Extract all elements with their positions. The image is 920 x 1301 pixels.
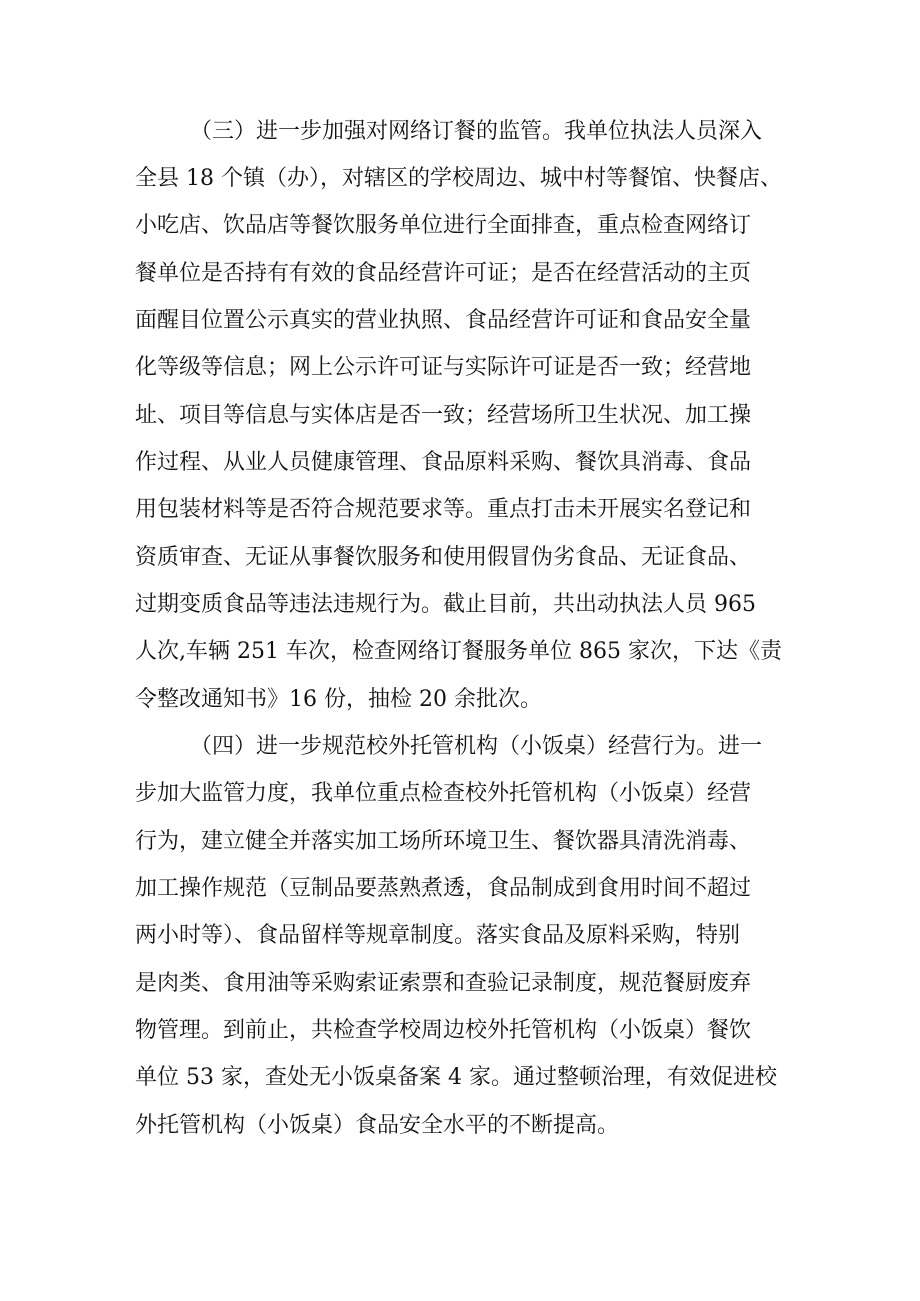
paragraph-line: 步加大监管力度，我单位重点检查校外托管机构（小饭桌）经营 xyxy=(135,781,752,806)
paragraph-line: 餐单位是否持有有效的食品经营许可证；是否在经营活动的主页 xyxy=(135,261,752,286)
paragraph-line: 小吃店、饮品店等餐饮服务单位进行全面排查，重点检查网络订 xyxy=(135,213,752,238)
paragraph-line: 过期变质食品等违法违规行为。截止目前，共出动执法人员 965 xyxy=(135,592,756,617)
paragraph-line: 是肉类、食用油等采购索证索票和查验记录制度，规范餐厨废弃 xyxy=(135,971,752,996)
paragraph-line: 全县 18 个镇（办），对辖区的学校周边、城中村等餐馆、快餐店、 xyxy=(135,166,782,191)
paragraph-line: 资质审查、无证从事餐饮服务和使用假冒伪劣食品、无证食品、 xyxy=(135,545,752,570)
paragraph-line: 址、项目等信息与实体店是否一致；经营场所卫生状况、加工操 xyxy=(135,403,752,428)
paragraph-line: 作过程、从业人员健康管理、食品原料采购、餐饮具消毒、食品 xyxy=(135,450,752,475)
paragraph-line: 单位 53 家，查处无小饭桌备案 4 家。通过整顿治理，有效促进校 xyxy=(135,1065,777,1090)
paragraph-line: 行为，建立健全并落实加工场所环境卫生、餐饮器具清洗消毒、 xyxy=(135,829,752,854)
paragraph-line: 两小时等）、食品留样等规章制度。落实食品及原料采购，特别 xyxy=(135,923,741,948)
paragraph-line: 用包装材料等是否符合规范要求等。重点打击未开展实名登记和 xyxy=(135,497,752,522)
paragraph-line: 令整改通知书》16 份，抽检 20 余批次。 xyxy=(135,687,542,712)
paragraph-line: 人次,车辆 251 车次，检查网络订餐服务单位 865 家次，下达《责 xyxy=(135,639,782,664)
paragraph-line: 加工操作规范（豆制品要蒸熟煮透，食品制成到食用时间不超过 xyxy=(135,876,752,901)
paragraph-line: 外托管机构（小饭桌）食品安全水平的不断提高。 xyxy=(135,1113,620,1138)
paragraph-line: （三）进一步加强对网络订餐的监管。我单位执法人员深入 xyxy=(190,119,763,144)
paragraph-line: （四）进一步规范校外托管机构（小饭桌）经营行为。进一 xyxy=(190,734,763,759)
paragraph-line: 物管理。到前止，共检查学校周边校外托管机构（小饭桌）餐饮 xyxy=(135,1018,752,1043)
paragraph-line: 面醒目位置公示真实的营业执照、食品经营许可证和食品安全量 xyxy=(135,308,752,333)
paragraph-line: 化等级等信息；网上公示许可证与实际许可证是否一致；经营地 xyxy=(135,355,752,380)
